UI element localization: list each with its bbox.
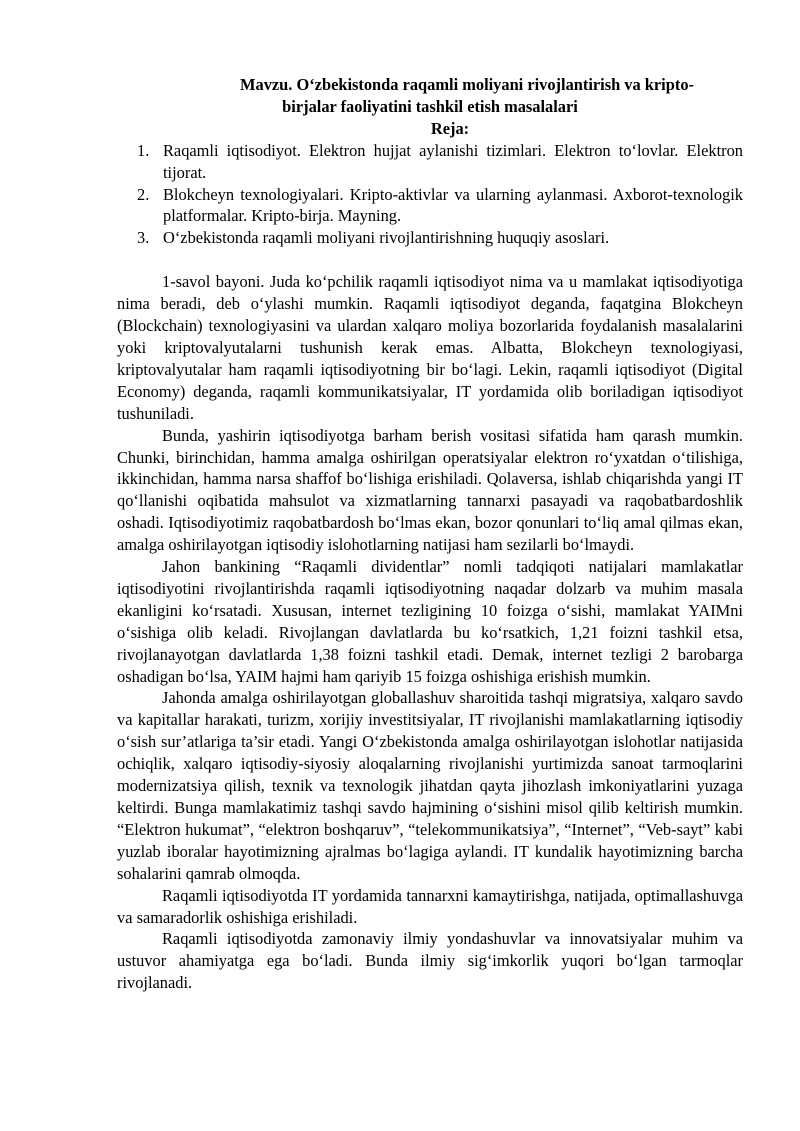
plan-item-number: 3.	[137, 228, 150, 248]
plan-item-text: O‘zbekistonda raqamli moliyani rivojlantirishning huquqiy asoslari.	[163, 228, 610, 248]
paragraph-1: 1-savol bayoni. Juda ko‘pchilik raqamli iqtisodiyot nima va u mamlakat iqtisodiyotiga nima beradi, deb o‘ylashi mumkin. Raqamli iqtisodiyot deganda, faqatgina Blokcheyn (Blockchain) texnologiyasini va ulardan xalqaro moliya bozorlarida foydalanish masalalarini yoki kriptovalyutalarni tushunish kerak emas. Albatta, Blokcheyn texnologiyasi, kriptovalyutalar ham raqamli iqtisodiyotning bir bo‘lagi. Lekin, raqamli iqtisodiyot (Digital Economy) deganda, raqamli kommunikatsiyalar, IT yordamida olib boriladigan iqtisodiyot tushuniladi.	[117, 272, 743, 423]
title-line-1: Mavzu. O‘zbekistonda raqamli moliyani rivojlantirish va kripto-	[240, 75, 694, 94]
plan-item-number: 1.	[137, 140, 150, 160]
plan-item-number: 2.	[137, 184, 150, 204]
plan-item	[137, 184, 743, 228]
plan-item-text: Raqamli iqtisodiyot. Elektron hujjat aylanishi tizimlari. Elektron to‘lovlar. Elektron tijorat.	[163, 140, 743, 182]
document-page	[117, 74, 743, 994]
paragraph-5: Raqamli iqtisodiyotda IT yordamida tannarxni kamaytirishga, natijada, optimallashuvga va samaradorlik oshishiga erishiladi.	[117, 885, 743, 927]
document-title	[117, 74, 743, 118]
paragraph-3: Jahon bankining “Raqamli dividentlar” nomli tadqiqoti natijalari mamlakatlar iqtisodiyotini rivojlantirishda raqamli iqtisodiyotning naqadar dolzarb va muhim masala ekanligini ko‘rsatadi. Xususan, internet tezligining 10 foizga o‘sishi, mamlakat YAIMni o‘sishiga olib keladi. Rivojlangan davlatlarda bu ko‘rsatkich, 1,21 foizni tashkil etsa, rivojlanayotgan davlatlarda 1,38 foizni tashkil etadi. Demak, internet tezligi 2 barobarga oshadigan bo‘lsa, YAIM hajmi ham qariyib 15 foizga oshishiga erishish mumkin.	[117, 557, 743, 686]
plan-item-text: Blokcheyn texnologiyalari. Kripto-aktivlar va ularning aylanmasi. Axborot-texnologik platformalar. Kripto-birja. Mayning.	[163, 184, 743, 226]
paragraph-2: Bunda, yashirin iqtisodiyotga barham berish vositasi sifatida ham qarash mumkin. Chunki, birinchidan, hamma amalga oshirilgan operatsiyalar elektron ro‘yxatdan o‘tilishiga, ikkinchidan, hamma narsa shaffof bo‘lishiga erishiladi. Qolaversa, ishlab chiqarishda yangi IT qo‘llanishi oqibatida mahsulot va xizmatlarning tannarxi pasayadi va raqobatbardoshlik oshadi. Iqtisodiyotimiz raqobatbardosh bo‘lmas ekan, bozor qonunlari to‘liq amal qilmas ekan, amalga oshirilayotgan iqtisodiy islohotlarning natijasi ham sezilarli bo‘lmaydi.	[117, 425, 743, 555]
plan-item	[137, 140, 743, 184]
spacer	[117, 249, 743, 271]
title-line-2: birjalar faoliyatini tashkil etish masalalari	[282, 96, 578, 116]
paragraph-6: Raqamli iqtisodiyotda zamonaviy ilmiy yondashuvlar va innovatsiyalar muhim va ustuvor ahamiyatga ega bo‘ladi. Bunda ilmiy sig‘imkorlik yuqori bo‘lgan tarmoqlar rivojlanadi.	[117, 929, 743, 993]
paragraph-4: Jahonda amalga oshirilayotgan globallashuv sharoitida tashqi migratsiya, xalqaro savdo va kapitallar harakati, turizm, xorijiy investitsiyalar, IT rivojlanishi mamlakatlarning iqtisodiy o‘sish sur’atlariga ta’sir etadi. Yangi O‘zbekistonda amalga oshirilayotgan islohotlar natijasida ochiqlik, xalqaro iqtisodiy-siyosiy aloqalarning rivojlanishi yurtimizda sanoat tarmoqlarini modernizatsiya qilish, texnik va texnologik jihatdan qayta jihozlash imkoniyatlarini yuzaga keltirdi. Bunga mamlakatimiz tashqi savdo hajmining o‘sishini misol qilib keltirish mumkin. “Elektron hukumat”, “elektron boshqaruv”, “telekommunikatsiya”, “Internet”, “Veb-sayt” kabi yuzlab iboralar hayotimizning ajralmas bo‘lagiga aylandi. IT kundalik hayotimizning barcha sohalarini qamrab olmoqda.	[117, 688, 743, 883]
plan-list	[117, 140, 743, 250]
plan-item	[137, 227, 743, 249]
plan-heading: Reja:	[430, 118, 470, 138]
